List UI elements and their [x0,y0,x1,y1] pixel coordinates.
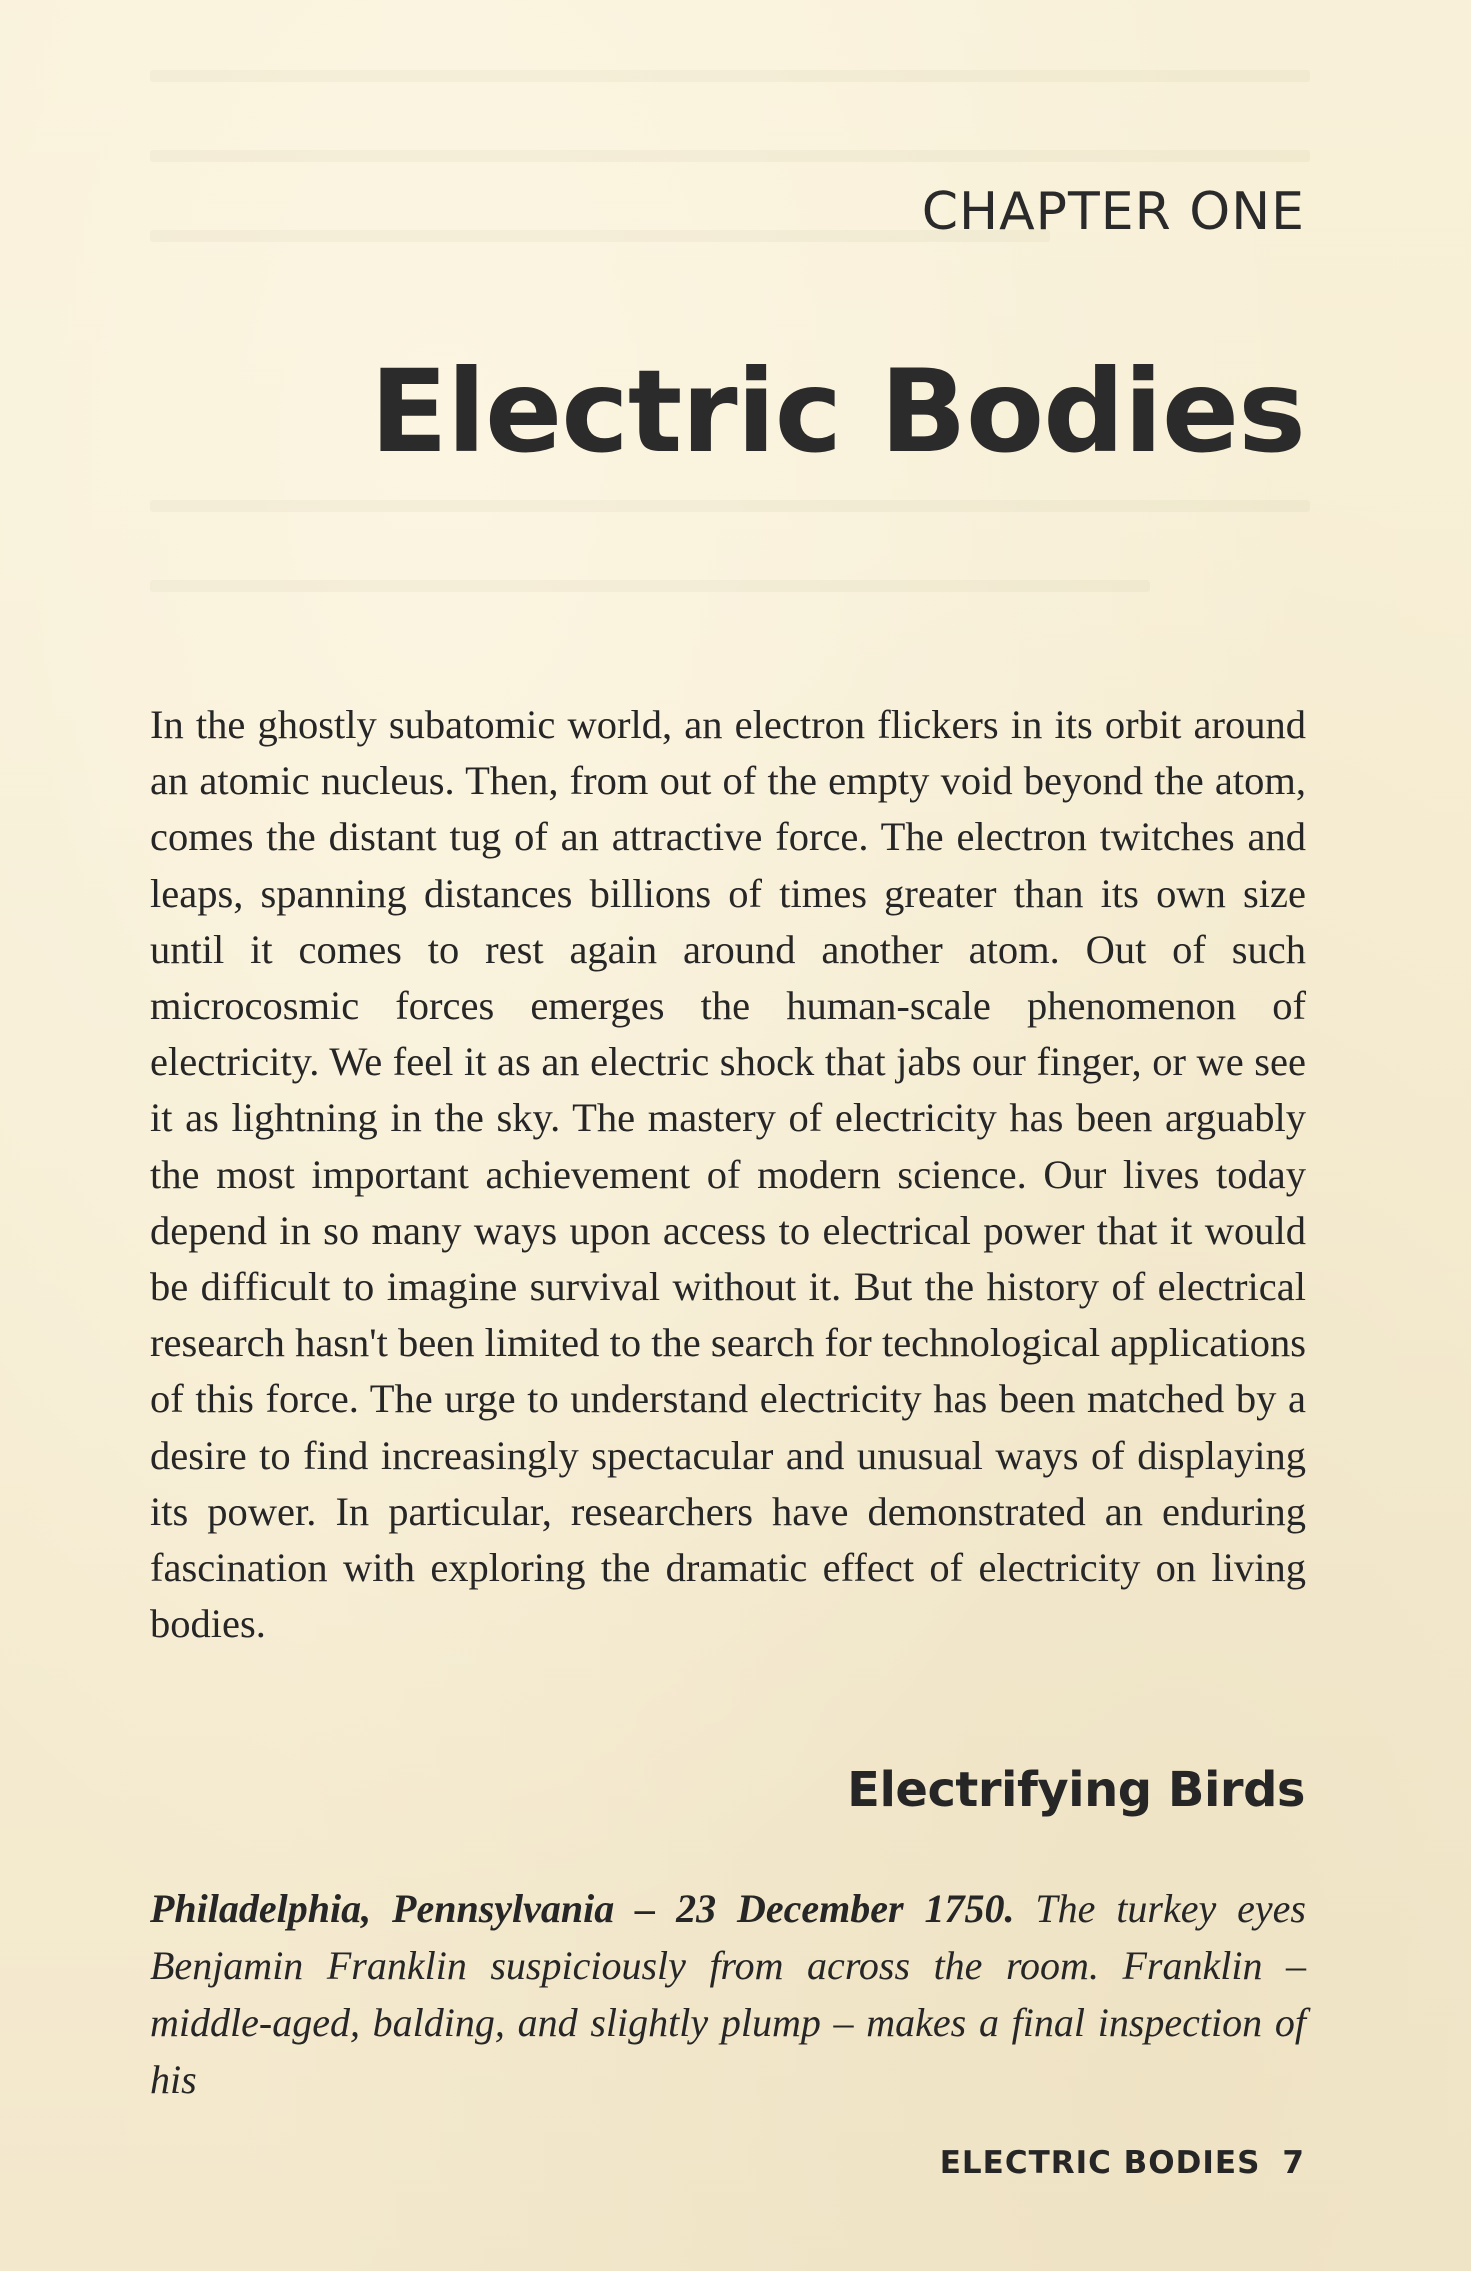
running-head: ELECTRIC BODIES [939,2145,1261,2181]
section-intro [150,1880,1306,2108]
show-through-line [150,580,1150,592]
show-through-line [150,230,1050,242]
page-number: 7 [1282,2145,1305,2181]
chapter-title: Electric Bodies [370,345,1305,478]
intro-text: The turkey eyes Benjamin Franklin suspiciously from across the room. Franklin – middle-aged, balding, and slightly plump – makes a final inspection of his [150,1886,1306,2102]
show-through-line [150,150,1310,162]
page-footer [940,2145,1305,2181]
body-paragraph: In the ghostly subatomic world, an electron flickers in its orbit around an atomic nucleus. Then, from out of the empty void beyond the atom, comes the distant tug of an attractive force. The electron twitches and leaps, spanning distances billions of times greater than its own size until it comes to rest again around another atom. Out of such microcosmic forces emerges the human-scale phenomenon of electricity. We feel it as an electric shock that jabs our finger, or we see it as lightning in the sky. The mastery of electricity has been arguably the most important achievement of modern science. Our lives today depend in so many ways upon access to electrical power that it would be difficult to imagine survival without it. But the history of electrical research hasn't been limited to the search for technological applications of this force. The urge to understand electricity has been matched by a desire to find increasingly spectacular and unusual ways of displaying its power. In particular, researchers have demonstrated an enduring fascination with exploring the dramatic effect of electricity on living bodies. [150,702,1306,1647]
section-heading: Electrifying Birds [847,1762,1305,1818]
show-through-line [150,70,1310,82]
dateline: Philadelphia, Pennsylvania – 23 December 1750. [150,1886,1015,1931]
show-through-line [150,500,1310,512]
chapter-label: CHAPTER ONE [921,182,1305,242]
